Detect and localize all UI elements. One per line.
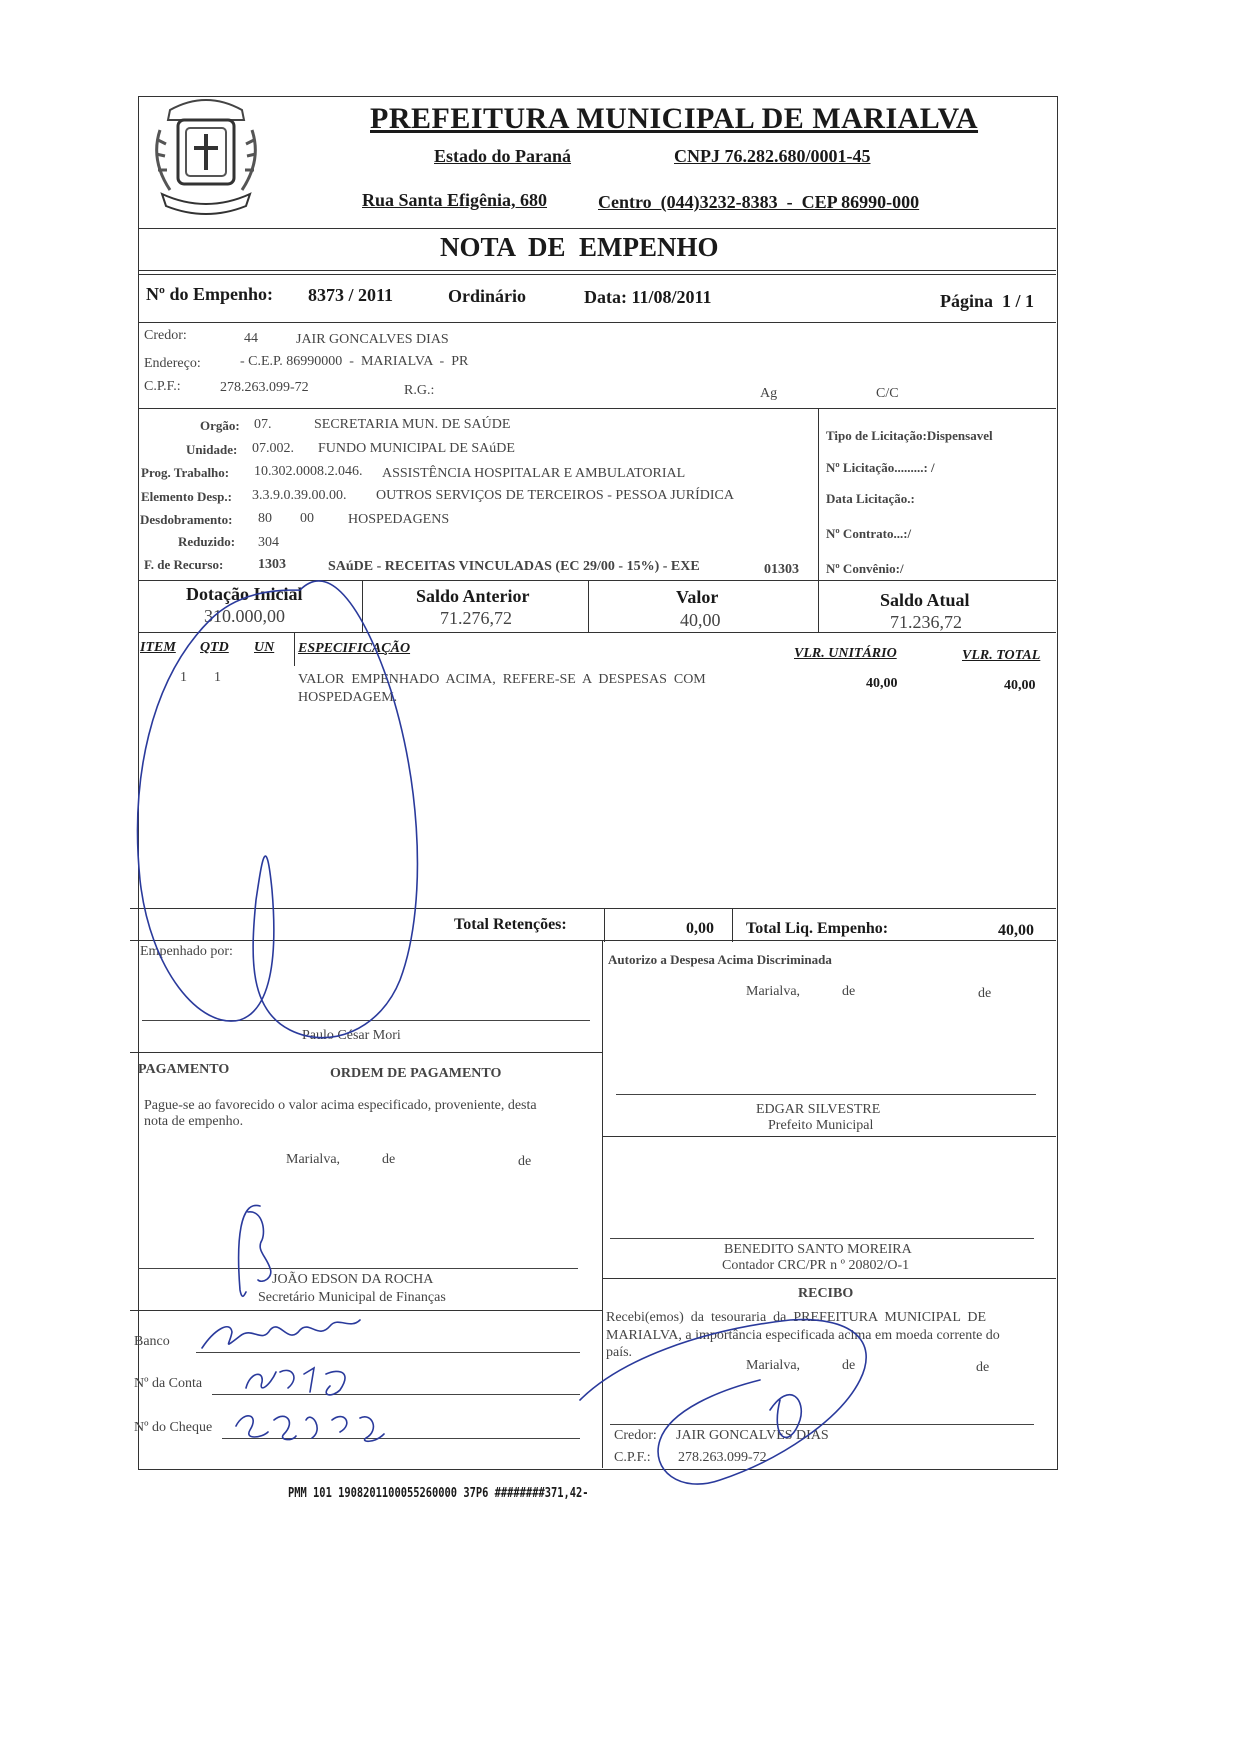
- divider-vertical: [818, 580, 819, 632]
- recibo-line3: país.: [606, 1345, 633, 1360]
- document-title: NOTA DE EMPENHO: [440, 232, 719, 262]
- divider: [602, 1278, 1056, 1279]
- reduzido-label: Reduzido:: [178, 534, 236, 549]
- mayor-name: EDGAR SILVESTRE: [756, 1102, 881, 1117]
- empenhado-signer: Paulo César Mori: [302, 1028, 401, 1043]
- autorizo-place: Marialva,: [746, 984, 801, 999]
- licitacao-tipo: Tipo de Licitação:Dispensavel: [826, 428, 993, 443]
- col-un: UN: [254, 640, 275, 655]
- cpf-value: 278.263.099-72: [220, 380, 309, 395]
- recibo-cpf-label: C.P.F.:: [614, 1450, 651, 1465]
- desdobramento-label: Desdobramento:: [140, 512, 233, 527]
- credor-code: 44: [244, 331, 258, 346]
- recibo-title: RECIBO: [798, 1286, 854, 1301]
- empenho-type: Ordinário: [448, 286, 527, 306]
- pagamento-de2: de: [518, 1154, 532, 1169]
- divider-vertical: [294, 632, 295, 666]
- divider: [130, 908, 1056, 909]
- col-qtd: QTD: [200, 640, 229, 655]
- valor-value: 40,00: [680, 610, 721, 630]
- secretary-title: Secretário Municipal de Finanças: [258, 1290, 446, 1305]
- recurso-name: SAúDE - RECEITAS VINCULADAS (EC 29/00 - 15%) - EXE: [328, 559, 700, 574]
- header-street: Rua Santa Efigênia, 680: [362, 190, 548, 210]
- divider: [138, 580, 1056, 581]
- unidade-label: Unidade:: [186, 442, 238, 457]
- empenho-page: Página 1 / 1: [940, 291, 1035, 311]
- col-item: ITEM: [140, 640, 176, 655]
- ordem-label: ORDEM DE PAGAMENTO: [330, 1066, 502, 1081]
- orgao-code: 07.: [254, 417, 272, 432]
- mayor-title: Prefeito Municipal: [768, 1118, 874, 1133]
- conta-line: [212, 1394, 580, 1395]
- signature-line: [138, 1268, 578, 1269]
- retencoes-label: Total Retenções:: [454, 916, 567, 933]
- divider: [138, 322, 1056, 323]
- pagamento-text-line1: Pague-se ao favorecido o valor acima especificado, proveniente, desta: [144, 1098, 537, 1113]
- col-vlr-total: VLR. TOTAL: [962, 648, 1041, 663]
- row-spec-line2: HOSPEDAGEM.: [298, 690, 398, 705]
- saldo-anterior-value: 71.276,72: [440, 608, 512, 628]
- autorizo-label: Autorizo a Despesa Acima Discriminada: [608, 952, 832, 967]
- header-cnpj: CNPJ 76.282.680/0001-45: [674, 146, 871, 166]
- empenhado-label: Empenhado por:: [140, 944, 233, 959]
- autorizo-de2: de: [978, 986, 992, 1001]
- credor-label: Credor:: [144, 328, 187, 343]
- pagamento-place: Marialva,: [286, 1152, 341, 1167]
- licitacao-contrato: Nº Contrato...:/: [826, 526, 912, 541]
- desdobramento-name: HOSPEDAGENS: [348, 512, 450, 527]
- prog-code: 10.302.0008.2.046.: [254, 464, 363, 479]
- address-label: Endereço:: [144, 356, 201, 371]
- col-vlr-unit: VLR. UNITÁRIO: [794, 646, 897, 661]
- liquido-label: Total Liq. Empenho:: [746, 920, 889, 937]
- recurso-label: F. de Recurso:: [144, 557, 224, 572]
- contador-title: Contador CRC/PR n º 20802/O-1: [722, 1258, 910, 1273]
- row-total-value: 40,00: [1004, 678, 1036, 693]
- divider: [138, 632, 1056, 633]
- divider: [138, 408, 1056, 409]
- row-qtd: 1: [214, 670, 221, 685]
- credor-name: JAIR GONCALVES DIAS: [296, 332, 449, 347]
- retencoes-value: 0,00: [686, 920, 714, 937]
- recibo-line2: MARIALVA, a importância especificada acima em moeda corrente do: [606, 1328, 1000, 1343]
- address-value: - C.E.P. 86990000 - MARIALVA - PR: [240, 354, 469, 369]
- liquido-value: 40,00: [998, 922, 1034, 939]
- recibo-credor-label: Credor:: [614, 1428, 657, 1443]
- divider: [138, 228, 1056, 229]
- recibo-credor-name: JAIR GONCALVES DIAS: [676, 1428, 829, 1443]
- cheque-label: Nº do Cheque: [134, 1420, 213, 1435]
- header-address: Centro (044)3232-8383 - CEP 86990-000: [598, 192, 920, 212]
- divider-vertical: [818, 408, 819, 580]
- divider-vertical: [602, 940, 603, 1468]
- divider-vertical: [732, 908, 733, 942]
- recurso-code2: 01303: [764, 562, 799, 577]
- autorizo-de1: de: [842, 984, 856, 999]
- cc-label: C/C: [876, 386, 899, 401]
- reduzido-value: 304: [258, 535, 279, 550]
- header-state: Estado do Paraná: [434, 146, 572, 166]
- recibo-place: Marialva,: [746, 1358, 801, 1373]
- orgao-label: Orgão:: [200, 418, 240, 433]
- divider: [138, 274, 1056, 275]
- prog-label: Prog. Trabalho:: [141, 465, 230, 480]
- row-item: 1: [180, 670, 187, 685]
- licitacao-data: Data Licitação.:: [826, 491, 915, 506]
- signature-line: [610, 1238, 1034, 1239]
- dotacao-label: Dotação Inicial: [186, 584, 303, 604]
- banco-label: Banco: [134, 1334, 170, 1349]
- recibo-line1: Recebi(emos) da tesouraria da PREFEITURA MUNICIPAL DE: [606, 1310, 987, 1325]
- desdobramento-a: 80: [258, 511, 272, 526]
- recibo-de1: de: [842, 1358, 856, 1373]
- divider: [130, 1310, 602, 1311]
- secretary-name: JOÃO EDSON DA ROCHA: [272, 1272, 434, 1287]
- row-unit-value: 40,00: [866, 676, 898, 691]
- licitacao-convenio: Nº Convênio:/: [826, 561, 904, 576]
- cheque-line: [222, 1438, 580, 1439]
- banco-line: [196, 1352, 580, 1353]
- recibo-de2: de: [976, 1360, 990, 1375]
- unidade-code: 07.002.: [252, 441, 294, 456]
- recurso-code: 1303: [258, 557, 286, 572]
- divider: [602, 1136, 1056, 1137]
- saldo-anterior-label: Saldo Anterior: [416, 586, 530, 606]
- valor-label: Valor: [676, 587, 719, 607]
- licitacao-numero: Nº Licitação.........: /: [826, 460, 935, 475]
- divider-vertical: [588, 580, 589, 632]
- signature-line: [616, 1094, 1036, 1095]
- elemento-code: 3.3.9.0.39.00.00.: [252, 488, 347, 503]
- col-spec: ESPECIFICAÇÃO: [298, 641, 411, 656]
- elemento-label: Elemento Desp.:: [141, 489, 232, 504]
- signature-line: [142, 1020, 590, 1021]
- recibo-cpf: 278.263.099-72: [678, 1450, 767, 1465]
- pagamento-label: PAGAMENTO: [138, 1062, 230, 1077]
- contador-name: BENEDITO SANTO MOREIRA: [724, 1242, 912, 1257]
- desdobramento-b: 00: [300, 511, 314, 526]
- elemento-name: OUTROS SERVIÇOS DE TERCEIROS - PESSOA JURÍDICA: [376, 488, 735, 503]
- pagamento-de1: de: [382, 1152, 396, 1167]
- footer-code: PMM 101 1908201100055260000 37P6 ########371,42-: [288, 1486, 589, 1501]
- row-spec-line1: VALOR EMPENHADO ACIMA, REFERE-SE A DESPESAS COM: [298, 672, 706, 687]
- empenho-label: Nº do Empenho:: [146, 284, 273, 304]
- cpf-label: C.P.F.:: [144, 379, 181, 394]
- header-title: PREFEITURA MUNICIPAL DE MARIALVA: [370, 102, 979, 135]
- coat-of-arms-logo: [140, 90, 272, 222]
- ag-label: Ag: [760, 386, 778, 401]
- saldo-atual-label: Saldo Atual: [880, 590, 970, 610]
- pagamento-text-line2: nota de empenho.: [144, 1114, 244, 1129]
- saldo-atual-value: 71.236,72: [890, 612, 962, 632]
- divider: [130, 940, 1056, 941]
- empenho-date: Data: 11/08/2011: [584, 287, 712, 307]
- orgao-name: SECRETARIA MUN. DE SAÚDE: [314, 417, 511, 432]
- conta-label: Nº da Conta: [134, 1376, 203, 1391]
- unidade-name: FUNDO MUNICIPAL DE SAúDE: [318, 441, 515, 456]
- rg-label: R.G.:: [404, 383, 435, 398]
- empenho-number: 8373 / 2011: [308, 285, 394, 305]
- signature-line: [610, 1424, 1034, 1425]
- divider-vertical: [604, 908, 605, 942]
- divider-vertical: [362, 580, 363, 632]
- divider: [138, 270, 1056, 271]
- dotacao-value: 310.000,00: [204, 606, 285, 626]
- prog-name: ASSISTÊNCIA HOSPITALAR E AMBULATORIAL: [382, 466, 686, 481]
- divider: [130, 1052, 602, 1053]
